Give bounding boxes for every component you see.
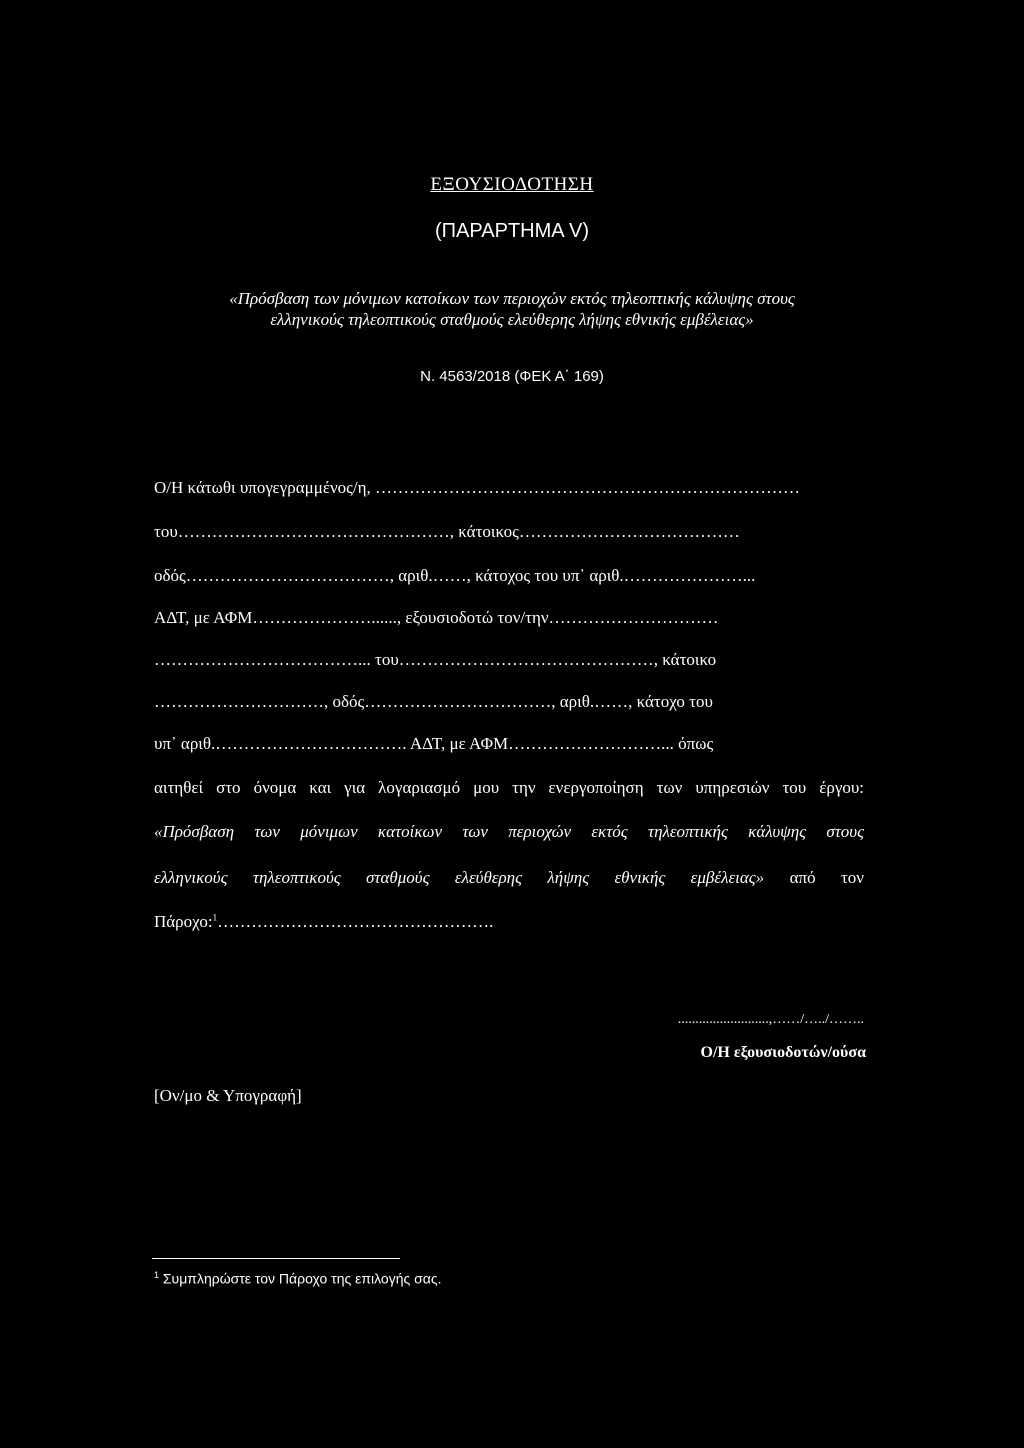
form-line-1: Ο/Η κάτωθι υπογεγραμμένος/η, ………………………………………………………………… <box>154 478 800 497</box>
form-line-7: υπ᾽ αριθ.……………………………. ΑΔΤ, με ΑΦΜ………………………... όπως <box>154 734 714 753</box>
form-line-6: …………………………, οδός……………………………, αριθ.……, κάτοχο του <box>154 692 713 711</box>
signature-name: [Ον/μο & Υπογραφή] <box>154 1086 302 1105</box>
signature-role: Ο/Η εξουσιοδοτών/ούσα <box>700 1044 866 1061</box>
form-line-4: ΑΔΤ, με ΑΦΜ…………………......, εξουσιοδοτώ τον/την………………………… <box>154 608 719 627</box>
footnote <box>154 1270 442 1287</box>
footnote-mark: 1 <box>154 1270 160 1280</box>
provider-dots: …………………………………………. <box>217 912 494 931</box>
footnote-text: Συμπληρώστε τον Πάροχο της επιλογής σας. <box>162 1270 442 1287</box>
footnote-separator <box>152 1258 400 1259</box>
form-line-3: οδός………………………………, αριθ.……, κάτοχος του υπ᾽ αριθ.…………………... <box>154 566 756 585</box>
form-line-5: ………………………………... του………………………………………, κάτοικο <box>154 650 717 669</box>
footnote-reference: 1 <box>212 912 218 923</box>
subtitle-line-2: ελληνικούς τηλεοπτικούς σταθμούς ελεύθερης λήψης εθνικής εμβέλειας» <box>270 310 754 329</box>
document-title: ΕΞΟΥΣΙΟΔΟΤΗΣΗ <box>430 174 594 195</box>
signature-date: ..........................,……/…../…….. <box>677 1012 864 1027</box>
document-subtitle <box>0 288 1024 330</box>
body-line-3-rest: από τον <box>789 868 864 887</box>
form-line-2: του…………………………………………, κάτοικος………………………………… <box>154 522 740 541</box>
annex-label: (ΠΑΡΑΡΤΗΜΑ V) <box>434 220 590 242</box>
provider-line <box>154 912 493 932</box>
law-reference: Ν. 4563/2018 (ΦΕΚ Α΄ 169) <box>420 368 604 385</box>
body-line-3-italic: ελληνικούς τηλεοπτικούς σταθμούς ελεύθερης λήψης εθνικής εμβέλειας» <box>154 868 765 887</box>
provider-label: Πάροχο: <box>154 912 213 931</box>
body-line-3 <box>154 868 864 888</box>
body-line-2: «Πρόσβαση των μόνιμων κατοίκων των περιοχών εκτός τηλεοπτικής κάλυψης στους <box>154 822 864 841</box>
body-line-1: αιτηθεί στο όνομα και για λογαριασμό μου την ενεργοποίηση των υπηρεσιών του έργου: <box>154 778 864 797</box>
subtitle-line-1: «Πρόσβαση των μόνιμων κατοίκων των περιοχών εκτός τηλεοπτικής κάλυψης στους <box>229 289 795 308</box>
